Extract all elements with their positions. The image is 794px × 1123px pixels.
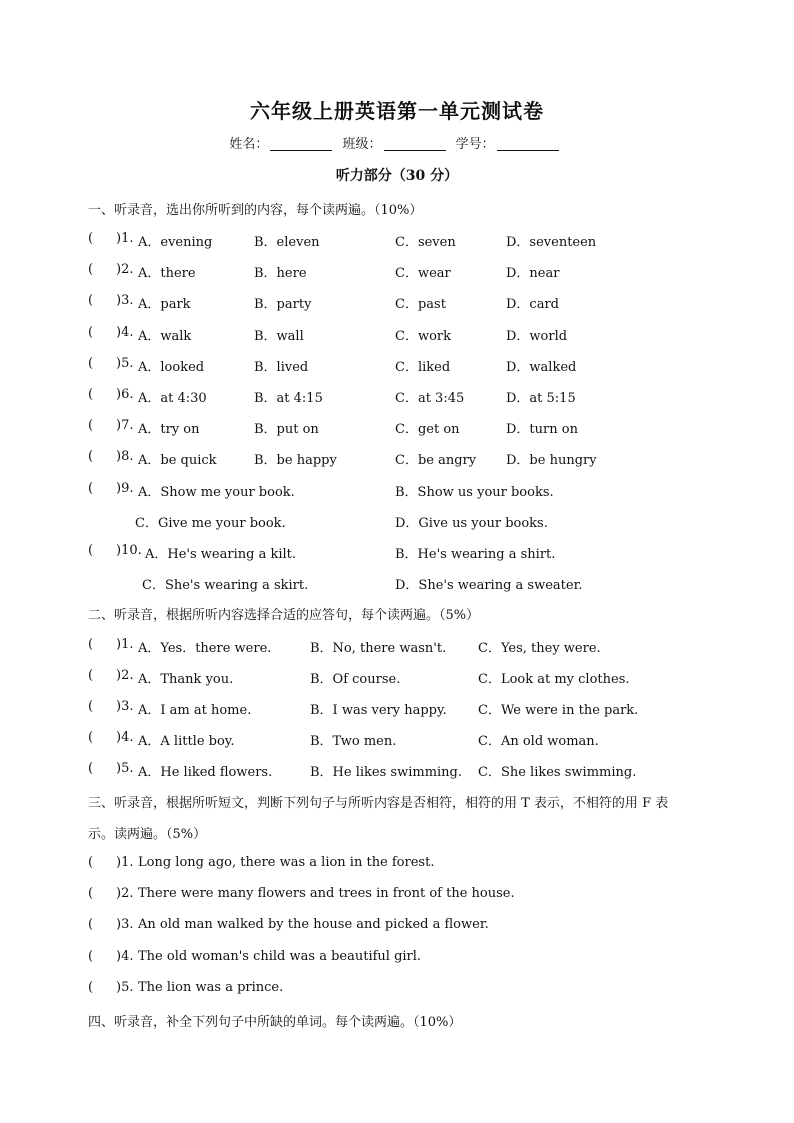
question-row: ( )5. The lion was a prince.: [88, 980, 284, 995]
question-row: ( )4. A．A little boy. B．Two men. C．An old woman.: [88, 730, 599, 749]
question-row: ( )1. A．Yes．there were. B．No, there wasn't. C．Yes, they were.: [88, 637, 601, 656]
question-row: ( )2. There were many flowers and trees in front of the house.: [88, 886, 515, 901]
class-label: 班级：: [342, 137, 382, 152]
student-info: [0, 133, 794, 152]
question-row: ( )6. A．at 4:30 B．at 4:15 C．at 3:45 D．at 5:15: [88, 387, 576, 406]
id-blank[interactable]: [497, 137, 559, 151]
question-row-continued: C．Give me your book. D．Give us your books.: [135, 516, 548, 531]
section-4-heading: 四、听录音，补全下列句子中所缺的单词。每个读两遍。（10%）: [88, 1015, 462, 1030]
question-row: ( )5. A．looked B．lived C．liked D．walked: [88, 356, 577, 375]
name-label: 姓名：: [229, 137, 269, 152]
question-row: ( )3. An old man walked by the house and picked a flower.: [88, 917, 489, 932]
question-row: ( )3. A．I am at home. B．I was very happy. C．We were in the park.: [88, 699, 639, 718]
question-row: ( )10. A．He's wearing a kilt. B．He's wearing a shirt.: [88, 543, 556, 562]
id-label: 学号：: [455, 137, 495, 152]
question-row: ( )4. A．walk B．wall C．work D．world: [88, 325, 568, 344]
question-row-continued: C．She's wearing a skirt. D．She's wearing a sweater.: [142, 578, 583, 593]
question-row: ( )1. A．evening B．eleven C．seven D．seventeen: [88, 231, 597, 250]
question-row: ( )2. A．Thank you. B．Of course. C．Look at my clothes.: [88, 668, 630, 687]
section-1-heading: 一、听录音，选出你所听到的内容，每个读两遍。（10%）: [88, 203, 423, 218]
class-blank[interactable]: [384, 137, 446, 151]
question-row: ( )7. A．try on B．put on C．get on D．turn on: [88, 418, 578, 437]
section-3-heading-cont: 示。读两遍。（5%）: [88, 827, 207, 842]
question-row: ( )8. A．be quick B．be happy C．be angry D．be hungry: [88, 449, 597, 468]
section-3-heading: 三、听录音，根据所听短文，判断下列句子与所听内容是否相符，相符的用 T 表示，不相符的用 F 表: [88, 796, 669, 811]
section-2-heading: 二、听录音，根据所听内容选择合适的应答句，每个读两遍。（5%）: [88, 608, 480, 623]
question-row: ( )5. A．He liked flowers. B．He likes swimming. C．She likes swimming.: [88, 761, 637, 780]
listening-header: 听力部分（30 分）: [335, 168, 459, 184]
question-row: ( )4. The old woman's child was a beautiful girl.: [88, 949, 422, 964]
name-blank[interactable]: [270, 137, 332, 151]
question-row: ( )3. A．park B．party C．past D．card: [88, 293, 559, 312]
question-row: ( )1. Long long ago, there was a lion in the forest.: [88, 855, 435, 870]
question-row: ( )9. A．Show me your book. B．Show us your books.: [88, 481, 554, 500]
page-title: 六年级上册英语第一单元测试卷: [250, 99, 544, 123]
question-row: ( )2. A．there B．here C．wear D．near: [88, 262, 560, 281]
